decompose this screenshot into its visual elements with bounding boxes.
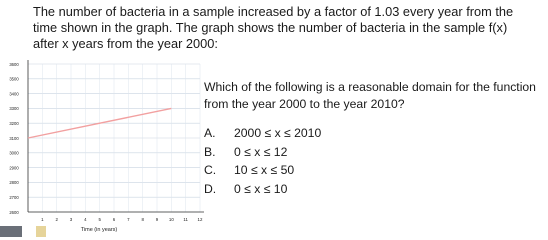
x-tick-label: 3 bbox=[69, 217, 73, 222]
x-tick-labels bbox=[41, 217, 203, 222]
x-tick-label: 9 bbox=[155, 217, 159, 222]
choice-d[interactable] bbox=[204, 180, 404, 199]
prompt-line-2: from the year 2000 to the year 2010? bbox=[204, 96, 405, 111]
y-tick-label: 2700 bbox=[9, 195, 19, 200]
y-tick-label: 2800 bbox=[9, 180, 19, 186]
choice-b[interactable] bbox=[204, 143, 404, 162]
y-tick-label: 3400 bbox=[9, 91, 19, 97]
x-tick-label: 8 bbox=[141, 217, 144, 222]
choice-a[interactable] bbox=[204, 124, 404, 143]
choice-c-letter: C. bbox=[204, 163, 217, 178]
question-line-2: time shown in the graph. The graph shows the number of bacteria in the sample f(x) bbox=[33, 20, 508, 35]
chart-axes bbox=[28, 60, 204, 212]
x-tick-label: 5 bbox=[98, 217, 101, 222]
x-tick-label: 6 bbox=[112, 217, 116, 222]
footer-tab[interactable] bbox=[0, 226, 22, 237]
x-tick-label: 7 bbox=[127, 217, 130, 222]
choice-c-text: 10 ≤ x ≤ 50 bbox=[234, 163, 295, 178]
question-text bbox=[33, 4, 538, 52]
x-tick-label: 11 bbox=[183, 217, 188, 222]
answer-choices bbox=[204, 124, 404, 198]
y-tick-label: 3000 bbox=[9, 150, 19, 156]
choice-a-letter: A. bbox=[204, 126, 216, 141]
y-tick-label: 2600 bbox=[9, 209, 19, 215]
x-tick-label: 4 bbox=[84, 217, 87, 222]
y-tick-labels bbox=[9, 62, 19, 215]
chart-grid bbox=[28, 64, 200, 212]
x-tick-label: 12 bbox=[197, 217, 203, 222]
x-tick-label: 1 bbox=[41, 217, 44, 222]
choice-b-letter: B. bbox=[204, 144, 216, 159]
question-line-3: after x years from the year 2000: bbox=[33, 36, 218, 51]
prompt-text bbox=[204, 79, 544, 112]
y-tick-label: 3100 bbox=[9, 135, 19, 141]
y-tick-label: 3200 bbox=[9, 121, 19, 126]
y-tick-label: 3500 bbox=[9, 76, 19, 82]
bacteria-graph bbox=[0, 56, 215, 237]
x-tick-label: 10 bbox=[168, 217, 174, 222]
y-tick-label: 3300 bbox=[9, 106, 19, 112]
x-tick-label: 2 bbox=[55, 217, 58, 222]
choice-b-text: 0 ≤ x ≤ 12 bbox=[234, 144, 288, 159]
choice-d-letter: D. bbox=[204, 181, 217, 196]
question-line-1: The number of bacteria in a sample increased by a factor of 1.03 every year from the bbox=[33, 4, 514, 19]
y-tick-label: 3600 bbox=[9, 61, 19, 67]
x-axis-label: Time (in years) bbox=[80, 227, 118, 233]
choice-a-text: 2000 ≤ x ≤ 2010 bbox=[234, 126, 322, 141]
choice-c[interactable] bbox=[204, 161, 404, 180]
choice-d-text: 0 ≤ x ≤ 10 bbox=[234, 181, 288, 196]
y-tick-label: 2900 bbox=[9, 165, 19, 171]
prompt-line-1: Which of the following is a reasonable domain for the function bbox=[204, 80, 536, 94]
footer-tab-highlight[interactable] bbox=[36, 226, 46, 237]
